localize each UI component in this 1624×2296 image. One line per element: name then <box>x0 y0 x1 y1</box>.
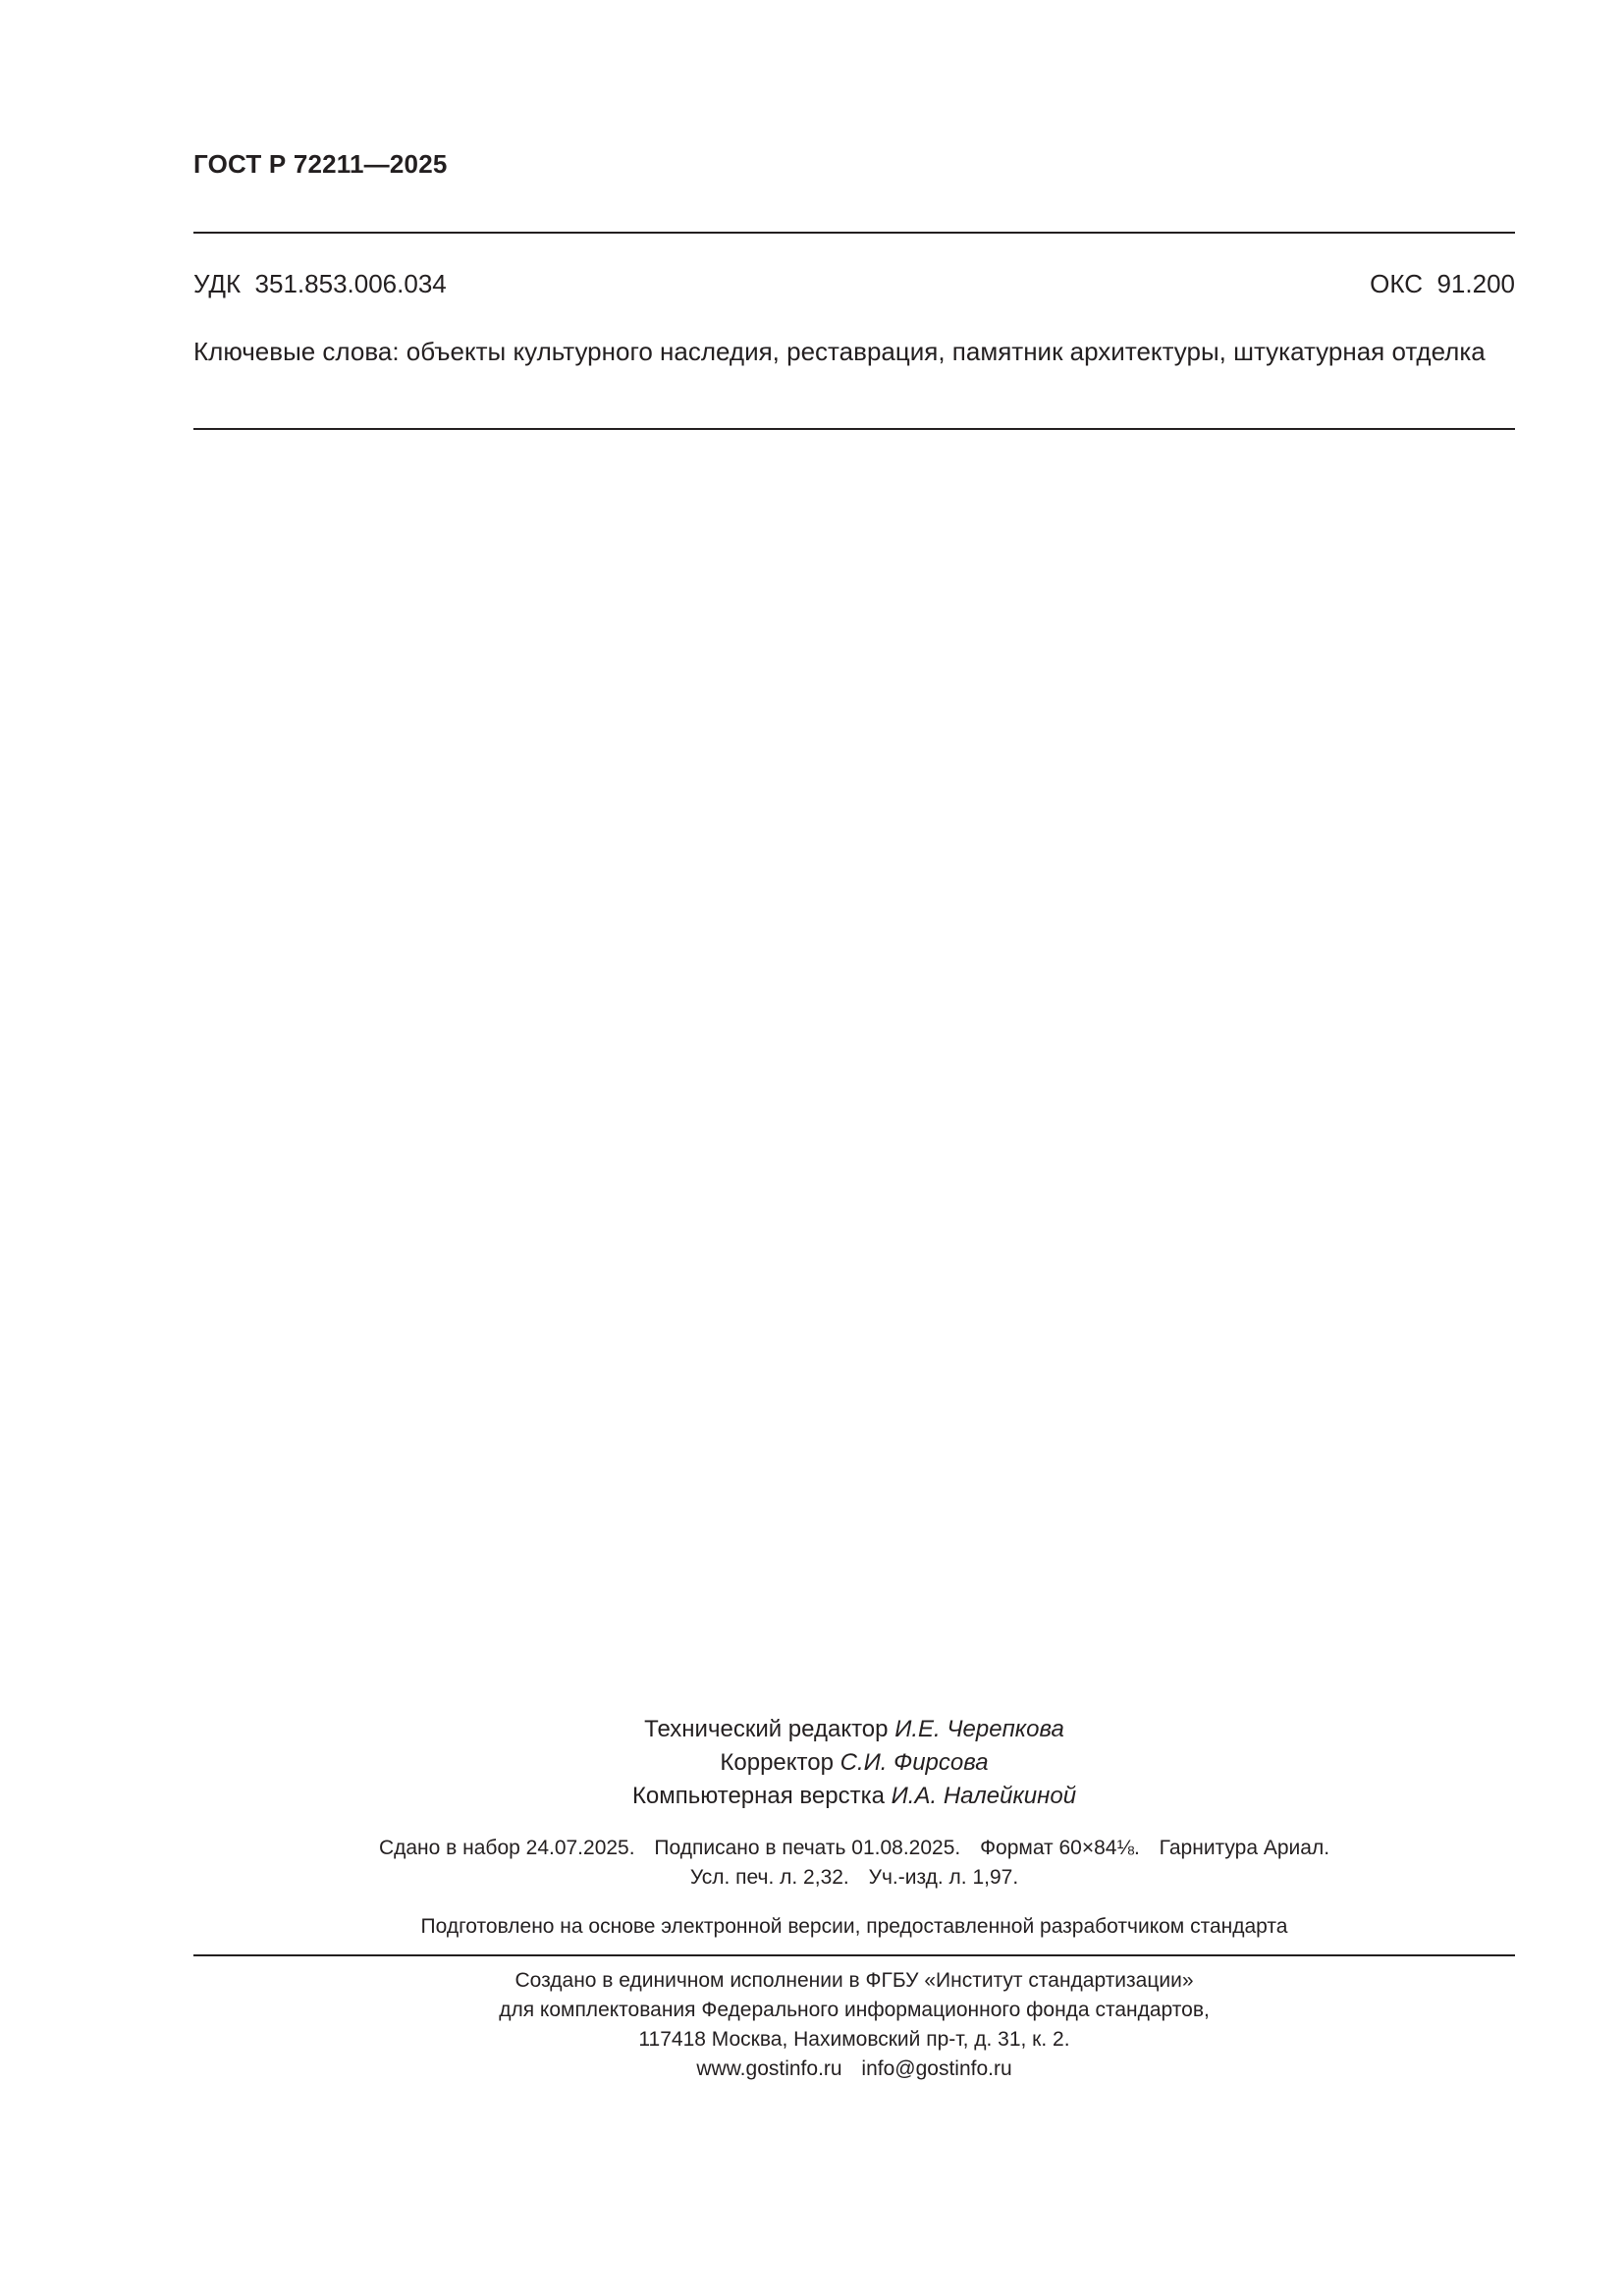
publisher-sheets: Уч.-изд. л. 1,97. <box>868 1866 1019 1889</box>
top-divider <box>193 232 1515 234</box>
publisher-contacts <box>193 2055 1515 2084</box>
prepared-note: Подготовлено на основе электронной версии, предоставленной разработчиком стандарта <box>420 1915 1288 1938</box>
print-info-line-2 <box>193 1863 1515 1893</box>
corrector-name: С.И. Фирсова <box>839 1749 989 1776</box>
publisher-block <box>193 1966 1515 2084</box>
corrector-label: Корректор <box>720 1749 834 1776</box>
website-link[interactable]: www.gostinfo.ru <box>696 2057 842 2080</box>
print-sheets: Усл. печ. л. 2,32. <box>689 1866 849 1889</box>
publisher-divider <box>193 1954 1515 1956</box>
oks-code: ОКС 91.200 <box>1370 269 1515 298</box>
udk-code: УДК 351.853.006.034 <box>193 269 447 298</box>
imprint-staff <box>193 1713 1515 1813</box>
publisher-line-1: Создано в единичном исполнении в ФГБУ «Институт стандартизации» <box>514 1969 1194 1992</box>
layout-label: Компьютерная верстка <box>631 1783 885 1809</box>
print-format: Формат 60×84⅛. <box>980 1837 1140 1859</box>
email-link[interactable]: info@gostinfo.ru <box>861 2057 1012 2080</box>
layout-name: И.А. Налейкиной <box>891 1783 1077 1809</box>
corrector-row <box>193 1746 1515 1780</box>
tech-editor-name: И.Е. Черепкова <box>894 1716 1064 1742</box>
print-info <box>193 1834 1515 1893</box>
keywords-divider <box>193 428 1515 430</box>
standard-number: ГОСТ Р 72211—2025 <box>193 149 448 179</box>
publisher-line-2: для комплектования Федерального информационного фонда стандартов, <box>499 1999 1210 2021</box>
tech-editor-row <box>193 1713 1515 1746</box>
typeface: Гарнитура Ариал. <box>1159 1837 1330 1859</box>
keywords: Ключевые слова: объекты культурного наследия, реставрация, памятник архитектуры, штукатурная отделка <box>193 337 1486 366</box>
publisher-address: 117418 Москва, Нахимовский пр-т, д. 31, к. 2. <box>638 2028 1070 2051</box>
signed-date: Подписано в печать 01.08.2025. <box>654 1837 961 1859</box>
tech-editor-label: Технический редактор <box>644 1716 889 1742</box>
typeset-date: Сдано в набор 24.07.2025. <box>378 1837 635 1859</box>
print-info-line-1 <box>193 1834 1515 1863</box>
layout-row <box>193 1780 1515 1813</box>
